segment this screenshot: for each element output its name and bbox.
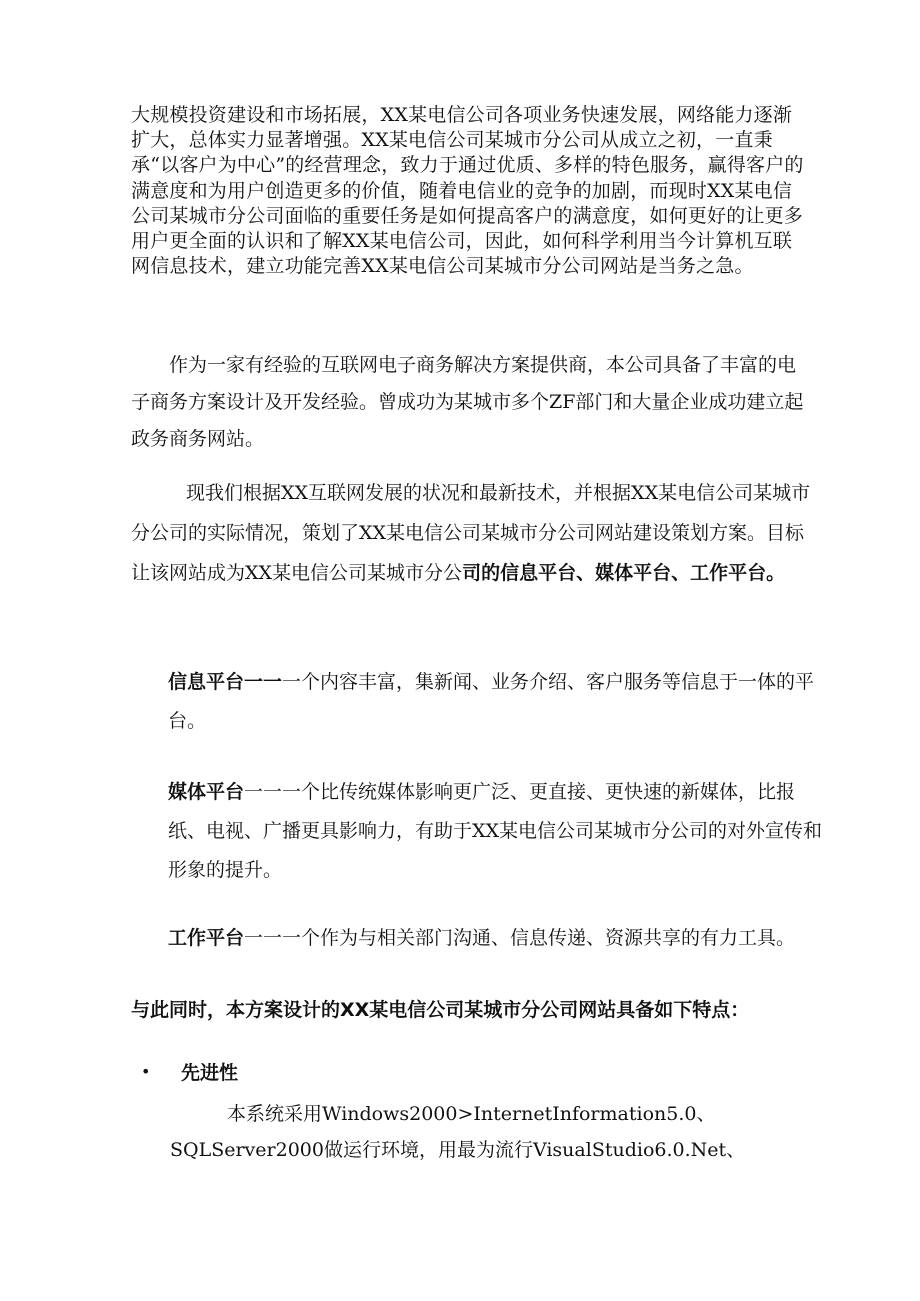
intro-paragraph: 大规模投资建设和市场拓展，XX某电信公司各项业务快速发展，网络能力逐渐扩大，总体实力显著增强。XX某电信公司某城市分公司从成立之初，一直秉承“以客户为中心”的经营理念，致力于通过优质、多样的特色服务，赢得客户的满意度和为用户创造更多的价值，随着电信业的竞争的加剧，而现时XX某电信公司某城市分公司面临的重要任务是如何提高客户的满意度，如何更好的让更多用户更全面的认识和了解XX某电信公司，因此，如何科学利用当今计算机互联网信息技术，建立功能完善XX某电信公司某城市分公司网站是当务之急。 bbox=[131, 104, 804, 278]
feature-bullet-advanced bbox=[141, 1056, 238, 1086]
platform-item-title: 媒体平台 bbox=[168, 781, 245, 803]
platform-item-work bbox=[168, 919, 828, 958]
features-heading: 与此同时，本方案设计的XX某电信公司某城市分公司网站具备如下特点： bbox=[131, 999, 750, 1021]
company-experience-paragraph: 作为一家有经验的互联网电子商务解决方案提供商，本公司具备了丰富的电子商务方案设计及开发经验。曾成功为某城市多个ZF部门和大量企业成功建立起政务商务网站。 bbox=[131, 354, 804, 450]
platform-item-title: 信息平台一一 bbox=[168, 671, 283, 693]
platform-item-info bbox=[168, 663, 828, 741]
plan-goal-emphasis: 司的信息平台、媒体平台、工作平台。 bbox=[462, 562, 786, 584]
platform-item-media bbox=[168, 773, 828, 890]
feature-bullet-label: 先进性 bbox=[181, 1061, 239, 1084]
system-environment-paragraph: 本系统采用Windows2000>InternetInformation5.0、SQLServer2000做运行环境，用最为流行VisualStudio6.0.Net、 bbox=[170, 1103, 746, 1161]
plan-goal-text: 现我们根据XX互联网发展的状况和最新技术，并根据XX某电信公司某城市分公司的实际情况，策划了XX某电信公司某城市分公司网站建设策划方案。目标让该网站成为XX某电信公司某城市分公 bbox=[131, 482, 811, 584]
bullet-dot-icon: • bbox=[141, 1061, 151, 1081]
plan-goal-paragraph bbox=[131, 473, 821, 593]
platform-item-title: 工作平台 bbox=[168, 927, 245, 949]
platform-item-text: 一一一个作为与相关部门沟通、信息传递、资源共享的有力工具。 bbox=[244, 927, 796, 949]
platform-item-text: 一一一个比传统媒体影响更广泛、更直接、更快速的新媒体，比报纸、电视、广播更具影响力，有助于XX某电信公司某城市分公司的对外宣传和形象的提升。 bbox=[168, 781, 823, 881]
platform-item-text: 一个内容丰富，集新闻、业务介绍、客户服务等信息于一体的平台。 bbox=[168, 671, 815, 732]
